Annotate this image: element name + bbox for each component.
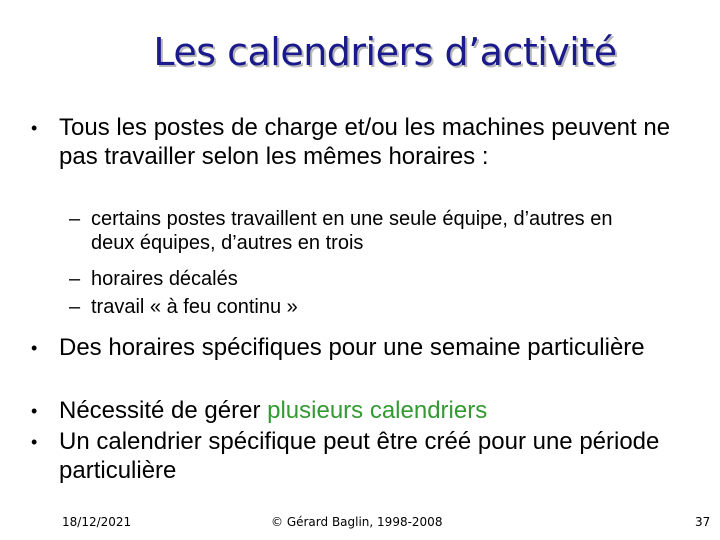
bullet-text: Un calendrier spécifique peut être créé pour une période particulière (59, 428, 660, 484)
bullet-marker: • (31, 401, 38, 421)
sub-bullet-marker: – (69, 268, 81, 290)
bullet-text: Nécessité de gérer (59, 397, 268, 424)
sub-bullet-item (69, 296, 651, 320)
sub-bullet-text: certains postes travaillent en une seule équipe, d’autres en deux équipes, d’autres en trois (91, 208, 613, 254)
bullet-text: Des horaires spécifiques pour une semaine particulière (59, 334, 645, 361)
highlighted-text: plusieurs calendriers (267, 397, 488, 424)
sub-bullet-text: travail « à feu continu » (91, 296, 298, 318)
footer-copyright: © Gérard Baglin, 1998-2008 (271, 515, 443, 529)
bullet-marker: • (31, 432, 38, 452)
bullet-item (31, 334, 679, 363)
sub-bullet-item (69, 268, 651, 292)
sub-bullet-marker: – (69, 208, 81, 230)
footer-page-number: 37 (695, 515, 711, 529)
sub-bullet-text: horaires décalés (91, 268, 238, 290)
bullet-marker: • (31, 338, 38, 358)
sub-bullet-item (69, 208, 651, 255)
bullet-text: Tous les postes de charge et/ou les machines peuvent ne pas travailler selon les mêmes horaires : (59, 114, 671, 170)
bullet-item (31, 397, 679, 426)
sub-bullet-marker: – (69, 296, 81, 318)
bullet-marker: • (31, 118, 38, 138)
slide-title: Les calendriers d’activité (153, 30, 617, 74)
bullet-item (31, 114, 679, 171)
bullet-item (31, 428, 679, 485)
footer-date: 18/12/2021 (62, 515, 132, 529)
